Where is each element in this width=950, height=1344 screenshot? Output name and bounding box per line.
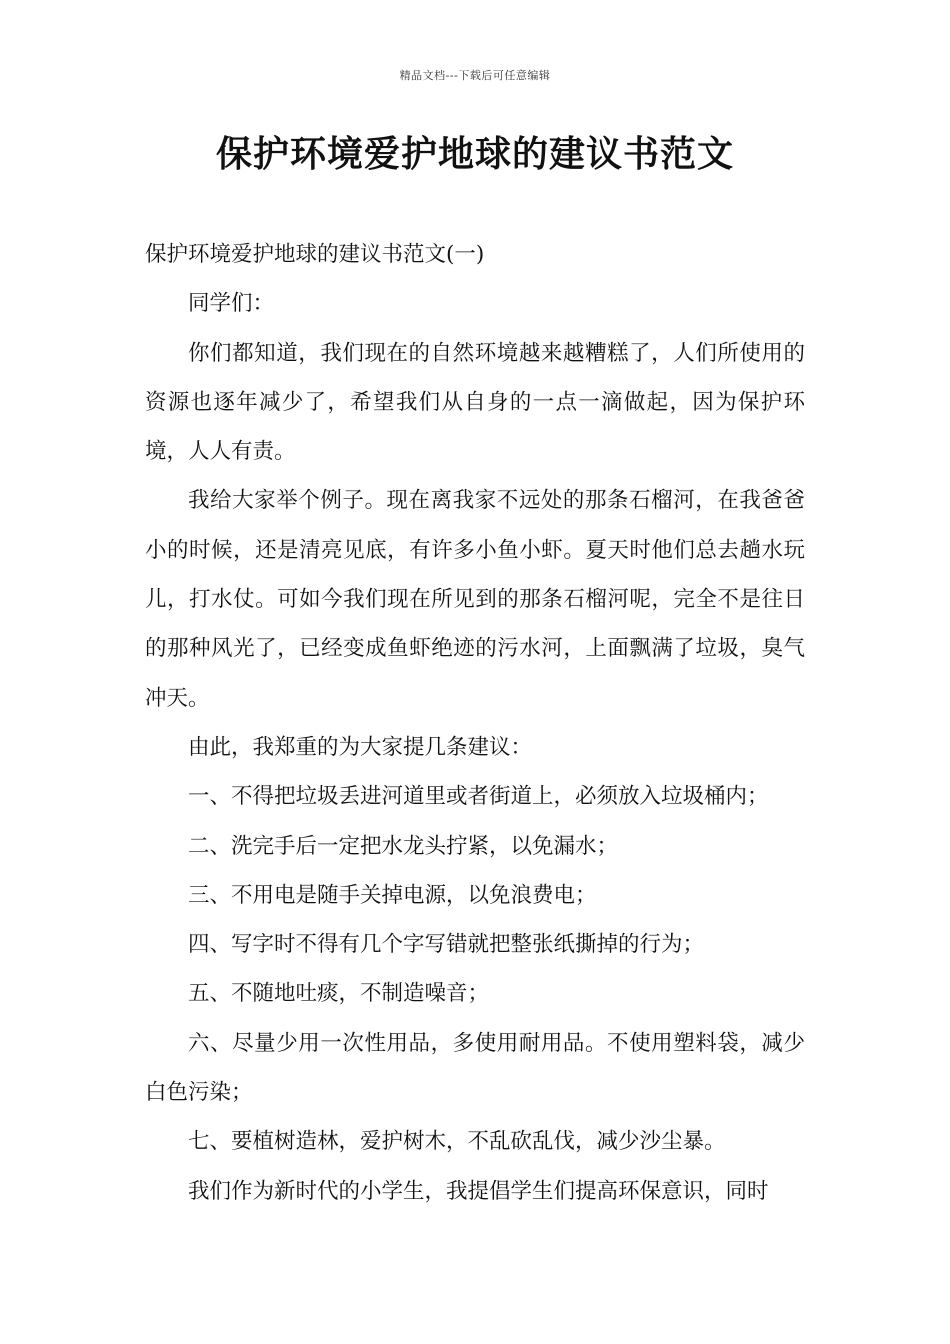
section-heading: 保护环境爱护地球的建议书范文(一) <box>145 242 485 267</box>
suggestion-item: 二、洗完手后一定把水龙头拧紧，以免漏水； <box>188 833 619 859</box>
body-paragraph: 我们作为新时代的小学生，我提倡学生们提高环保意识，同时 <box>188 1178 769 1204</box>
document-body <box>145 230 805 1216</box>
body-paragraph: 你们都知道，我们现在的自然环境越来越糟糕了，人们所使用的资源也逐年减少了，希望我们从自身的一点一滴做起，因为保护环境，人人有责。 <box>145 340 805 465</box>
page-header: 精品文档---下载后可任意编辑 <box>399 69 551 82</box>
document-title: 保护环境爱护地球的建议书范文 <box>215 133 734 175</box>
suggestion-item: 四、写字时不得有几个字写错就把整张纸撕掉的行为； <box>188 932 705 958</box>
suggestion-item: 七、要植树造林，爱护树木，不乱砍乱伐，减少沙尘暴。 <box>188 1129 726 1155</box>
suggestion-item: 三、不用电是随手关掉电源，以免浪费电； <box>188 882 597 908</box>
suggestion-item: 六、尽量少用一次性用品，多使用耐用品。不使用塑料袋，减少白色污染； <box>145 1030 805 1106</box>
body-paragraph: 我给大家举个例子。现在离我家不远处的那条石榴河，在我爸爸小的时候，还是清亮见底，有许多小鱼小虾。夏天时他们总去趟水玩儿，打水仗。可如今我们现在所见到的那条石榴河呢，完全不是往日的那种风光了，已经变成鱼虾绝迹的污水河，上面飘满了垃圾，臭气冲天。 <box>145 488 805 711</box>
suggestion-item: 五、不随地吐痰，不制造噪音； <box>188 981 490 1007</box>
body-paragraph: 由此，我郑重的为大家提几条建议： <box>188 734 533 760</box>
suggestion-item: 一、不得把垃圾丢进河道里或者街道上，必须放入垃圾桶内； <box>188 784 769 810</box>
greeting-paragraph: 同学们： <box>188 291 275 317</box>
